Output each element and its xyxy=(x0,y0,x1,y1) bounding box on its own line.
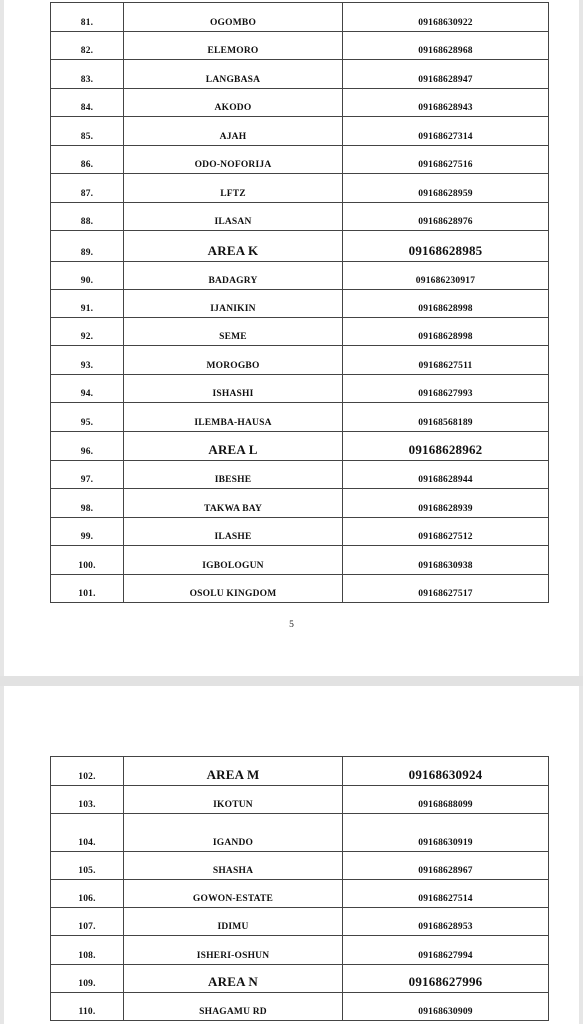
location-cell: LANGBASA xyxy=(124,60,343,89)
location-cell: IGANDO xyxy=(124,814,343,852)
location-cell: IBESHE xyxy=(124,461,343,489)
row-number: 92. xyxy=(51,318,124,346)
contacts-table xyxy=(50,2,549,603)
phone-cell: 09168627511 xyxy=(343,346,549,375)
phone-cell: 09168627314 xyxy=(343,117,549,146)
location-cell: ISHERI-OSHUN xyxy=(124,936,343,965)
table-row xyxy=(51,32,549,60)
table-row xyxy=(51,461,549,489)
phone-cell: 09168628967 xyxy=(343,852,549,880)
row-number: 102. xyxy=(51,757,124,786)
phone-cell: 09168688099 xyxy=(343,786,549,814)
location-cell: IDIMU xyxy=(124,908,343,936)
location-cell: IKOTUN xyxy=(124,786,343,814)
table-row xyxy=(51,60,549,89)
location-cell: IGBOLOGUN xyxy=(124,546,343,575)
table-row xyxy=(51,290,549,318)
table-row-area-heading xyxy=(51,757,549,786)
location-cell: ODO-NOFORIJA xyxy=(124,146,343,174)
table-row xyxy=(51,489,549,518)
location-cell: OGOMBO xyxy=(124,3,343,32)
location-cell: ILASHE xyxy=(124,518,343,546)
table-row xyxy=(51,908,549,936)
phone-cell: 09168628939 xyxy=(343,489,549,518)
row-number: 106. xyxy=(51,880,124,908)
row-number: 89. xyxy=(51,231,124,262)
table-row xyxy=(51,880,549,908)
table-row xyxy=(51,203,549,231)
table-row xyxy=(51,936,549,965)
row-number: 99. xyxy=(51,518,124,546)
phone-cell: 09168630909 xyxy=(343,993,549,1021)
phone-cell: 09168628953 xyxy=(343,908,549,936)
area-heading-cell: AREA N xyxy=(124,965,343,993)
location-cell: IJANIKIN xyxy=(124,290,343,318)
location-cell: SHASHA xyxy=(124,852,343,880)
phone-cell: 09168628943 xyxy=(343,89,549,117)
location-cell: TAKWA BAY xyxy=(124,489,343,518)
row-number: 81. xyxy=(51,3,124,32)
table-row xyxy=(51,546,549,575)
table-row xyxy=(51,518,549,546)
row-number: 110. xyxy=(51,993,124,1021)
row-number: 93. xyxy=(51,346,124,375)
phone-cell: 09168627996 xyxy=(343,965,549,993)
phone-cell: 09168628985 xyxy=(343,231,549,262)
table-row xyxy=(51,403,549,432)
table-row-area-heading xyxy=(51,432,549,461)
location-cell: AJAH xyxy=(124,117,343,146)
phone-cell: 09168628947 xyxy=(343,60,549,89)
phone-cell: 09168627516 xyxy=(343,146,549,174)
table-row-area-heading xyxy=(51,231,549,262)
row-number: 105. xyxy=(51,852,124,880)
location-cell: GOWON-ESTATE xyxy=(124,880,343,908)
location-cell: AKODO xyxy=(124,89,343,117)
phone-cell: 09168628998 xyxy=(343,290,549,318)
row-number: 98. xyxy=(51,489,124,518)
location-cell: ELEMORO xyxy=(124,32,343,60)
phone-cell: 09168630919 xyxy=(343,814,549,852)
row-number: 108. xyxy=(51,936,124,965)
location-cell: ILEMBA-HAUSA xyxy=(124,403,343,432)
phone-cell: 09168628944 xyxy=(343,461,549,489)
phone-cell: 09168628959 xyxy=(343,174,549,203)
phone-cell: 09168630938 xyxy=(343,546,549,575)
row-number: 90. xyxy=(51,262,124,290)
location-cell: OSOLU KINGDOM xyxy=(124,575,343,603)
table-row xyxy=(51,262,549,290)
location-cell: ISHASHI xyxy=(124,375,343,403)
area-heading-cell: AREA K xyxy=(124,231,343,262)
phone-cell: 09168630924 xyxy=(343,757,549,786)
table-row-area-heading xyxy=(51,965,549,993)
location-cell: MOROGBO xyxy=(124,346,343,375)
row-number: 83. xyxy=(51,60,124,89)
row-number: 107. xyxy=(51,908,124,936)
page-number: 5 xyxy=(289,620,294,630)
phone-cell: 09168627512 xyxy=(343,518,549,546)
area-heading-cell: AREA M xyxy=(124,757,343,786)
row-number: 104. xyxy=(51,814,124,852)
table-row xyxy=(51,89,549,117)
document-page-6 xyxy=(4,686,579,1024)
row-number: 101. xyxy=(51,575,124,603)
row-number: 87. xyxy=(51,174,124,203)
phone-cell: 09168628998 xyxy=(343,318,549,346)
phone-cell: 09168628962 xyxy=(343,432,549,461)
row-number: 91. xyxy=(51,290,124,318)
row-number: 88. xyxy=(51,203,124,231)
phone-cell: 09168568189 xyxy=(343,403,549,432)
row-number: 82. xyxy=(51,32,124,60)
location-cell: BADAGRY xyxy=(124,262,343,290)
table-row xyxy=(51,174,549,203)
row-number: 84. xyxy=(51,89,124,117)
phone-cell: 09168628968 xyxy=(343,32,549,60)
row-number: 95. xyxy=(51,403,124,432)
location-cell: ILASAN xyxy=(124,203,343,231)
row-number: 85. xyxy=(51,117,124,146)
phone-cell: 09168627514 xyxy=(343,880,549,908)
row-number: 103. xyxy=(51,786,124,814)
location-cell: SHAGAMU RD xyxy=(124,993,343,1021)
contacts-table xyxy=(50,756,549,1021)
table-row xyxy=(51,3,549,32)
area-heading-cell: AREA L xyxy=(124,432,343,461)
table-row xyxy=(51,346,549,375)
table-row xyxy=(51,786,549,814)
document-page-5 xyxy=(4,0,579,676)
row-number: 100. xyxy=(51,546,124,575)
phone-cell: 09168627517 xyxy=(343,575,549,603)
table-row xyxy=(51,575,549,603)
phone-cell: 09168630922 xyxy=(343,3,549,32)
location-cell: SEME xyxy=(124,318,343,346)
phone-cell: 091686230917 xyxy=(343,262,549,290)
row-number: 94. xyxy=(51,375,124,403)
phone-cell: 09168628976 xyxy=(343,203,549,231)
table-row xyxy=(51,146,549,174)
table-row xyxy=(51,375,549,403)
phone-cell: 09168627993 xyxy=(343,375,549,403)
location-cell: LFTZ xyxy=(124,174,343,203)
table-row xyxy=(51,814,549,852)
table-row xyxy=(51,117,549,146)
table-row xyxy=(51,993,549,1021)
row-number: 86. xyxy=(51,146,124,174)
row-number: 96. xyxy=(51,432,124,461)
table-row xyxy=(51,318,549,346)
table-row xyxy=(51,852,549,880)
row-number: 109. xyxy=(51,965,124,993)
page-separator xyxy=(0,676,583,686)
phone-cell: 09168627994 xyxy=(343,936,549,965)
row-number: 97. xyxy=(51,461,124,489)
